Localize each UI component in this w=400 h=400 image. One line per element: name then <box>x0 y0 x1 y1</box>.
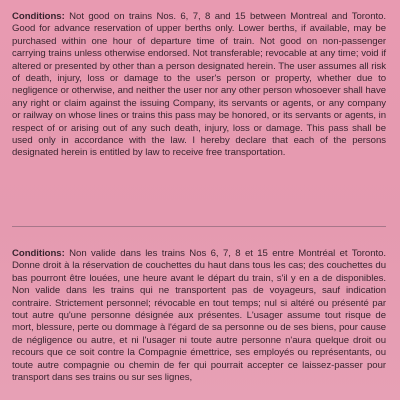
english-lead: Conditions: <box>12 11 65 22</box>
french-body: Non valide dans les trains Nos 6, 7, 8 et 15 entre Montréal et Toronto. Donne droit à la réservation de couchettes du haut dans tous les cas; des couchettes du bas pourront être louées, une heure avant le départ du train, s'il y en a de disponibles. Non valide dans les trains qui ne transportent pas de voyageurs, sauf indication contraire. Strictement personnel; révocable en tout temps; nul si altéré ou présenté par tout autre qu'une personne désignée aux présentes. L'usager assume tout risque de mort, blessure, perte ou dommage à l'égard de sa personne ou de ses biens, pour cause de négligence ou autre, et ni l'usager ni toute autre personne n'aura quelque droit ou recours que ce soit contre la Compagnie émettrice, ses employés ou représentants, ou toute autre compagnie ou chemin de fer qui pourrait accepter ce laissez-passer pour transport dans ses trains ou sur ses lignes, <box>12 248 386 384</box>
english-conditions <box>12 11 386 160</box>
divider <box>12 226 386 227</box>
french-conditions <box>12 248 386 384</box>
french-lead: Conditions: <box>12 248 65 259</box>
english-body: Not good on trains Nos. 6, 7, 8 and 15 between Montreal and Toronto. Good for advance reservation of upper berths only. Lower berths, if available, may be purchased within one hour of departure time of train. Not good on non-passenger carrying trains unless otherwise endorsed. Not transferable; revocable at any time; void if altered or presented by other than a person designated herein. The user assumes all risk of death, injury, loss or damage to the user's person or property, whether due to negligence or otherwise, and neither the user nor any other person whosoever shall have any right or claim against the issuing Company, its servants or agents, or any company or railway on whose lines or trains this pass may be honored, or its servants or agents, in respect of or arising out of any such death, injury, loss or damage. This pass shall be used only in accordance with the law. I hereby declare that each of the persons designated herein is entitled by law to receive free transportation. <box>12 11 386 159</box>
